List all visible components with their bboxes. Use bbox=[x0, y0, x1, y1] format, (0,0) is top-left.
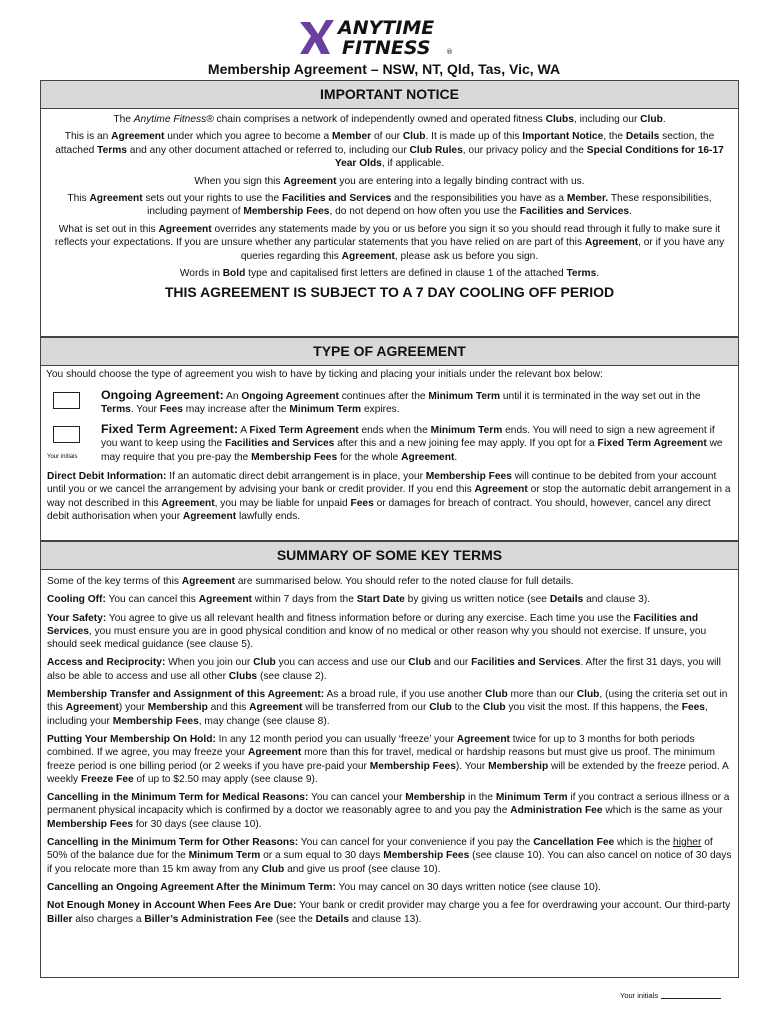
ongoing-agreement-checkbox[interactable] bbox=[53, 392, 80, 409]
your-initials-caption: Your initials bbox=[47, 453, 78, 460]
important-notice-body: The Anytime Fitness® chain comprises a network of independently owned and operated fitness Clubs, including our Club. This is an Agreement under which you agree to become a Member of our Club. It is made up of this Important Notice, the Details section, the attached Terms and any other document attached or referred to, including our Club Rules, our privacy policy and the Special Conditions for 16-17 Year Olds, if applicable. When you sign this Agreement you are entering into a legally binding contract with us. This Agreement sets out your rights to use the Facilities and Services and the responsibilities you have as a Member. These responsibilities, including payment of Membership Fees, do not depend on how often you use the Facilities and Services. What is set out in this Agreement overrides any statements made by you or us before you sign it so you should read through it fully to make sure it reflects your expectations. If you are unsure whether any particular statements that you have relied on are part of this Agreement, or if you have any queries regarding this Agreement, please ask us before you sign. Words in Bold type and capitalised first letters are defined in clause 1 of the attached Terms. THIS AGREEMENT IS SUBJECT TO A 7 DAY COOLING OFF PERIOD bbox=[41, 109, 738, 300]
anytime-fitness-logo bbox=[296, 14, 476, 58]
logo-line-1: ANYTIME bbox=[338, 17, 435, 39]
running-figure-icon bbox=[300, 20, 334, 54]
ongoing-agreement-label: Ongoing Agreement: bbox=[101, 388, 224, 402]
fixed-term-agreement-checkbox[interactable] bbox=[53, 426, 80, 443]
footer-initials-label: Your initials bbox=[620, 991, 659, 1000]
registered-mark: ® bbox=[446, 48, 453, 56]
fixed-term-agreement-option: Your initials Fixed Term Agreement: A Fixed Term Agreement ends when the Minimum Term ends. You will need to sign a new agreement if you want to keep using the Facilities and Services after this and a new joining fee may apply. If you opt for a Fixed Term Agreement we may require that you pre-pay the Membership Fees for the whole Agreement. bbox=[47, 421, 723, 463]
fixed-term-agreement-label: Fixed Term Agreement: bbox=[101, 421, 239, 436]
type-of-agreement-heading: TYPE OF AGREEMENT bbox=[41, 337, 738, 366]
ongoing-agreement-option: Ongoing Agreement: An Ongoing Agreement continues after the Minimum Term until it is terminated in the way set out in the Terms. Your Fees may increase after the Minimum Term expires. bbox=[41, 389, 738, 417]
type-of-agreement-intro: You should choose the type of agreement you wish to have by ticking and placing your initials under the relevant box below: bbox=[46, 369, 603, 380]
page-title: Membership Agreement – NSW, NT, Qld, Tas, Vic, WA bbox=[207, 61, 561, 77]
initials-line[interactable] bbox=[661, 998, 721, 999]
footer-initials bbox=[620, 991, 721, 1000]
summary-key-terms-section bbox=[40, 541, 739, 978]
summary-key-terms-body: Some of the key terms of this Agreement are summarised below. You should refer to the noted clause for full details. Cooling Off: You can cancel this Agreement within 7 days from the Start Date by giving us written notice (see Details and clause 3). Your Safety: You agree to give us all relevant health and fitness information before or during any exercise. Each time you use the Facilities and Services, you must ensure you are in good physical condition and know of no medical or other reason why you should not exercise. If unsure, you should seek medical guidance (see clause 5). Access and Reciprocity: When you join our Club you can access and use our Club and our Facilities and Services. After the first 31 days, you will also be able to access and use all other Clubs (see clause 2). Membership Transfer and Assignment of this Agreement: As a broad rule, if you use another Club more than our Club, (using the criteria set out in this Agreement) your Membership and this Agreement will be transferred from our Club to the Club you visit the most. If this happens, the Fees, including your Membership Fees, may change (see clause 8). Putting Your Membership On Hold: In any 12 month period you can usually ‘freeze’ your Agreement twice for up to 3 months for both periods combined. If we agree, you may freeze your Agreement more than this for travel, medical or hardship reasons but must give us proof. The minimum freeze period is one billing period (or 2 weeks if you have pre-paid your Membership Fees). Your Membership will be extended by the freeze period. A weekly Freeze Fee of up to $2.50 may apply (see clause 9). Cancelling in the Minimum Term for Medical Reasons: You can cancel your Membership in the Minimum Term if you contract a serious illness or a permanent physical incapacity which is confirmed by a doctor we reasonably agree to and you pay the Administration Fee which is the same as your Membership Fees for 30 days (see clause 10). Cancelling in the Minimum Term for Other Reasons: You can cancel for your convenience if you pay the Cancellation Fee which is the higher of 50% of the balance due for the Minimum Term or a sum equal to 30 days Membership Fees (see clause 10). You can also cancel on notice of 30 days if you relocate more than 15 km away from any Club and give us proof (see clause 10). Cancelling an Ongoing Agreement After the Minimum Term: You may cancel on 30 days written notice (see clause 10). Not Enough Money in Account When Fees Are Due: Your bank or credit provider may charge you a fee for overdrawing your account. Our third-party Biller also charges a Biller’s Administration Fee (see the Details and clause 13). bbox=[47, 576, 732, 925]
cooling-off-notice: THIS AGREEMENT IS SUBJECT TO A 7 DAY COOLING OFF PERIOD bbox=[164, 284, 615, 301]
important-notice-section bbox=[40, 80, 739, 337]
summary-key-terms-heading: SUMMARY OF SOME KEY TERMS bbox=[41, 541, 738, 570]
important-notice-heading: IMPORTANT NOTICE bbox=[41, 81, 738, 109]
direct-debit-information: Direct Debit Information: If an automatic direct debit arrangement is in place, your Membership Fees will continue to be debited from your account until you or we cancel the arrangement by advising your bank or credit provider. If you end this Agreement or stop the automatic debit arrangement in a way not described in this Agreement, you may be liable for unpaid Fees or damages for breach of contract. You should, however, cancel any direct debit authorisation when your Agreement lawfully ends. bbox=[47, 471, 731, 522]
type-of-agreement-section bbox=[40, 337, 739, 541]
logo-line-2: FITNESS bbox=[342, 37, 431, 58]
